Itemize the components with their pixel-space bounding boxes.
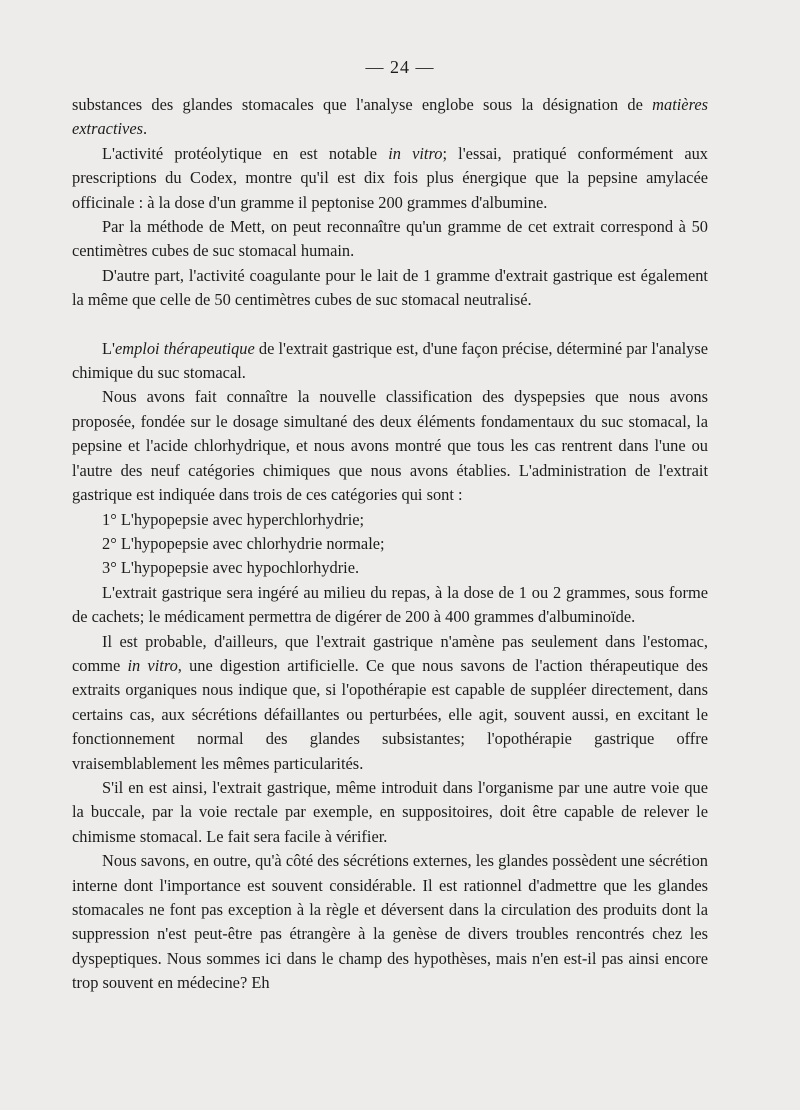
text-segment: , une digestion artificielle. Ce que nous savons de l'action thérapeutique des extraits organiques nous indique que, si l'opothérapie est capable de suppléer directement, dans certains cas, aux sécrétions défaillantes ou perturbées, elle agit, souvent aussi, en excitant le fonctionnement normal des glandes subsistantes; l'opothérapie gastrique offre vraisemblablement les mêmes particularités. (72, 655, 709, 773)
paragraph (72, 630, 708, 776)
text-segment: 2° L'hypopepsie avec chlorhydrie normale; (102, 533, 385, 553)
text-segment: . (143, 119, 148, 139)
italic-text: in vitro (388, 143, 443, 163)
italic-text: in vitro (127, 655, 178, 675)
text-segment: ; l'essai, pratiqué conformément aux prescriptions du Codex, montre qu'il est dix fois plus énergique que la pepsine amylacée officinale : à la dose d'un gramme il peptonise 200 grammes d'albumine. (72, 143, 708, 212)
paragraph (72, 849, 708, 995)
text-segment: Il est probable, d'ailleurs, que l'extrait gastrique n'amène pas seulement dans l'estomac, comme (72, 631, 708, 675)
paragraph (72, 337, 708, 386)
text-segment: substances des glandes stomacales que l'analyse englobe sous la désignation de (72, 95, 653, 114)
paragraph (72, 581, 708, 630)
list-item (72, 556, 708, 580)
paragraph (72, 93, 708, 142)
text-segment: 1° L'hypopepsie avec hyperchlorhydrie; (102, 509, 365, 529)
body-text (72, 93, 708, 996)
text-segment: de l'extrait gastrique est, d'une façon précise, déterminé par l'analyse chimique du suc stomacal. (72, 338, 709, 383)
italic-text: emploi thérapeutique (114, 338, 255, 358)
paragraph (72, 385, 708, 507)
text-segment: L'extrait gastrique sera ingéré au milieu du repas, à la dose de 1 ou 2 grammes, sous forme de cachets; le médicament permettra de digérer de 200 à 400 grammes d'albuminoïde. (72, 582, 708, 627)
list-item (72, 508, 708, 532)
paragraph (72, 142, 708, 215)
paragraph (72, 215, 708, 264)
text-segment: Nous avons fait connaître la nouvelle classification des dyspepsies que nous avons proposée, fondée sur le dosage simultané des deux éléments fondamentaux du suc stomacal, la pepsine et l'acide chlorhydrique, et nous avons montré que tous les cas rentrent dans l'une ou l'autre des neuf catégories chimiques que nous avons établies. L'administration de l'extrait gastrique est indiquée dans trois de ces catégories qui sont : (72, 387, 708, 505)
paragraph (72, 776, 708, 849)
paragraph-gap (72, 313, 708, 337)
paragraph (72, 264, 708, 313)
italic-text: matières extractives (72, 95, 708, 139)
text-segment: S'il en est ainsi, l'extrait gastrique, même introduit dans l'organisme par une autre voie que la buccale, par la voie rectale par exemple, en suppositoires, doit être capable de relever le chimisme stomacal. Le fait sera facile à vérifier. (72, 777, 708, 846)
text-segment: Par la méthode de Mett, on peut reconnaître qu'un gramme de cet extrait correspond à 50 centimètres cubes de suc stomacal humain. (72, 217, 708, 261)
text-segment: L' (102, 338, 115, 358)
page-number: — 24 — (365, 57, 435, 77)
text-segment: 3° L'hypopepsie avec hypochlorhydrie. (102, 558, 360, 578)
text-segment: Nous savons, en outre, qu'à côté des sécrétions externes, les glandes possèdent une sécrétion interne dont l'importance est souvent considérable. Il est rationnel d'admettre que les glandes stomacales ne font pas exception à la règle et déversent dans la circulation des produits dont la suppression n'est peut-être pas étrangère à la genèse de divers troubles rencontrés chez les dyspeptiques. Nous sommes ici dans le champ des hypothèses, mais n'en est-il pas ainsi encore trop souvent en médecine? Eh (72, 851, 708, 993)
text-segment: D'autre part, l'activité coagulante pour le lait de 1 gramme d'extrait gastrique est également la même que celle de 50 centimètres cubes de suc stomacal neutralisé. (72, 265, 708, 310)
list-item (72, 532, 708, 556)
text-segment: L'activité protéolytique en est notable (102, 143, 389, 163)
